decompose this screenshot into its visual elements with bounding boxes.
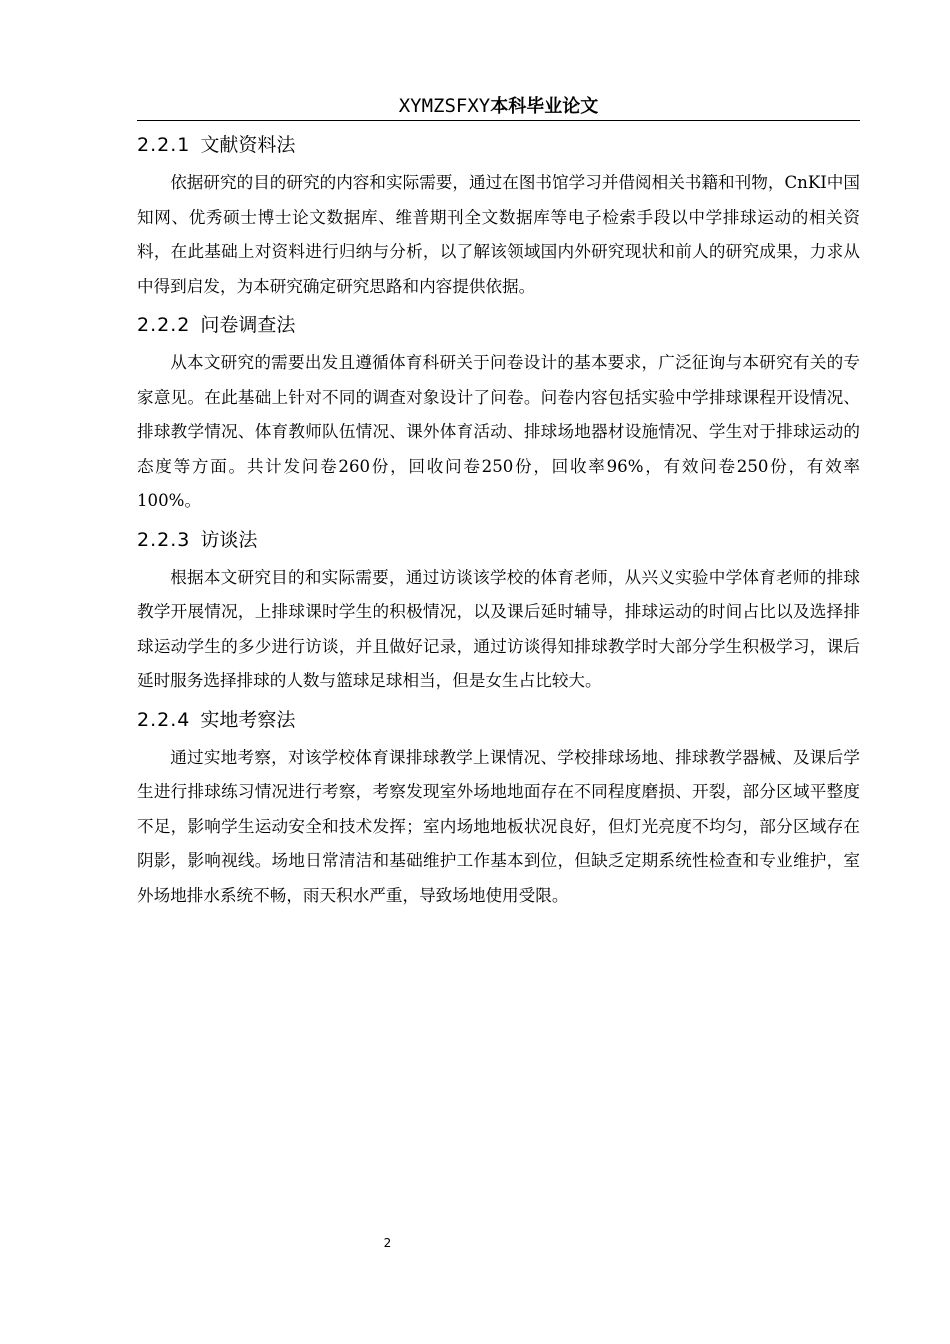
section-literature <box>137 130 860 304</box>
section-title: 问卷调查法 <box>200 314 296 336</box>
section-heading <box>137 310 860 342</box>
section-title: 文献资料法 <box>200 134 296 156</box>
document-body <box>137 130 860 919</box>
section-title: 访谈法 <box>200 528 258 551</box>
section-number: 2.2.3 <box>137 528 191 551</box>
header-title: 本科毕业论文 <box>490 96 599 117</box>
section-field-investigation <box>137 705 860 914</box>
page-number: 2 <box>383 1236 392 1250</box>
section-number: 2.2.1 <box>137 134 191 156</box>
section-title: 实地考察法 <box>200 708 296 731</box>
section-paragraph: 根据本文研究目的和实际需要，通过访谈该学校的体育老师，从兴义实验中学体育老师的排球教学开展情况，上排球课时学生的积极情况，以及课后延时辅导，排球运动的时间占比以及选择排球运动学生的多少进行访谈，并且做好记录，通过访谈得知排球教学时大部分学生积极学习，课后延时服务选择排球的人数与篮球足球相当，但是女生占比较大。 <box>137 567 860 690</box>
section-interview <box>137 525 860 699</box>
section-number: 2.2.4 <box>137 708 191 731</box>
section-heading <box>137 525 860 557</box>
section-paragraph: 依据研究的目的研究的内容和实际需要，通过在图书馆学习并借阅相关书籍和刊物，CnKI中国知网、优秀硕士博士论文数据库、维普期刊全文数据库等电子检索手段以中学排球运动的相关资料，在此基础上对资料进行归纳与分析，以了解该领域国内外研究现状和前人的研究成果，力求从中得到启发，为本研究确定研究思路和内容提供依据。 <box>137 173 860 296</box>
section-paragraph: 从本文研究的需要出发且遵循体育科研关于问卷设计的基本要求，广泛征询与本研究有关的专家意见。在此基础上针对不同的调查对象设计了问卷。问卷内容包括实验中学排球课程开设情况、排球教学情况、体育教师队伍情况、课外体育活动、排球场地器材设施情况、学生对于排球运动的态度等方面。共计发问卷260份，回收问卷250份，回收率96%，有效问卷250份，有效率100%。 <box>137 353 860 510</box>
section-questionnaire <box>137 310 860 519</box>
header-prefix: XYMZSFXY <box>398 95 491 117</box>
section-heading <box>137 705 860 737</box>
section-number: 2.2.2 <box>137 314 191 336</box>
page-header <box>137 92 860 121</box>
section-heading <box>137 130 860 162</box>
section-paragraph: 通过实地考察，对该学校体育课排球教学上课情况、学校排球场地、排球教学器械、及课后学生进行排球练习情况进行考察，考察发现室外场地地面存在不同程度磨损、开裂，部分区域平整度不足，影响学生运动安全和技术发挥；室内场地地板状况良好，但灯光亮度不均匀，部分区域存在阴影，影响视线。场地日常清洁和基础维护工作基本到位，但缺乏定期系统性检查和专业维护，室外场地排水系统不畅，雨天积水严重，导致场地使用受限。 <box>137 747 860 905</box>
